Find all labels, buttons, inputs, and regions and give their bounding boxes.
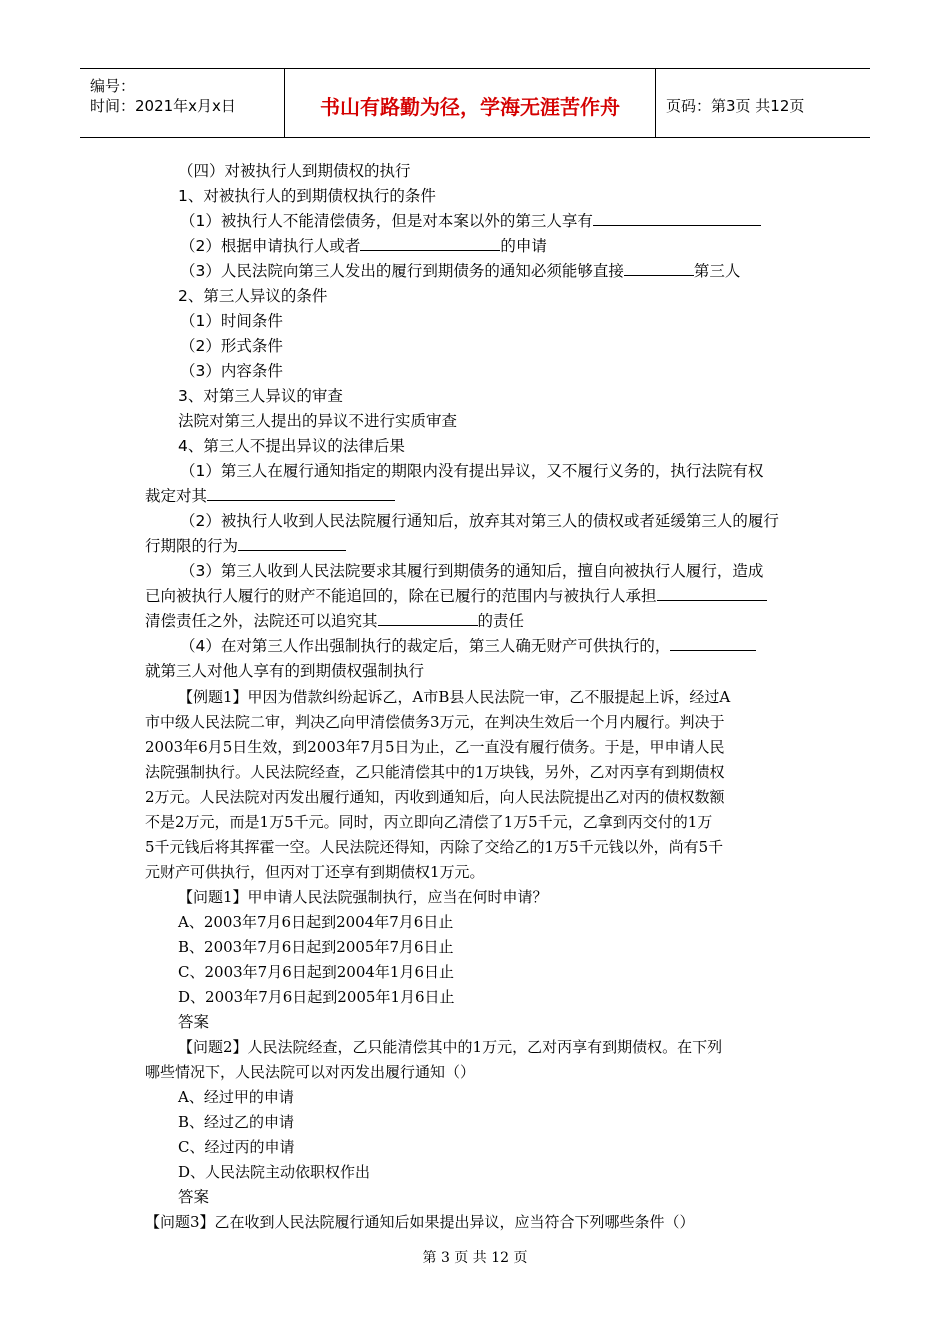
page-header: [80, 68, 870, 138]
h4-item-3-line1: （3）第三人收到人民法院要求其履行到期债务的通知后，擅自向被执行人履行，造成: [180, 562, 764, 580]
question-2-line2: 哪些情况下，人民法院可以对丙发出履行通知（）: [145, 1063, 476, 1081]
q2-option-c: C、经过丙的申请: [178, 1138, 295, 1156]
h4-item-3-suffix: 的责任: [477, 612, 525, 630]
header-page-label: 页码：第3页 共12页: [666, 97, 805, 115]
h1-item-3-text: （3）人民法院向第三人发出的履行到期债务的通知必须能够直接: [180, 262, 624, 280]
q2-option-d: D、人民法院主动依职权作出: [178, 1163, 371, 1181]
header-motto: 书山有路勤为径，学海无涯苦作舟: [320, 95, 620, 119]
h4-item-4-line1: [180, 636, 845, 656]
h1-item-1: [180, 211, 845, 231]
example-line-6: 不是2万元，而是1万5千元。同时，丙立即向乙清偿了1万5千元，乙拿到丙交付的1万: [145, 813, 713, 831]
page-footer: 第 3 页 共 12 页: [422, 1250, 528, 1266]
heading-2: 2、第三人异议的条件: [178, 287, 328, 305]
blank-field: [238, 536, 346, 551]
blank-field: [378, 611, 478, 626]
q1-option-b: B、2003年7月6日起到2005年7月6日止: [178, 938, 454, 956]
heading-3: 3、对第三人异议的审查: [178, 387, 343, 405]
document-date-label: 时间：2021年x月x日: [90, 97, 236, 115]
h3-text: 法院对第三人提出的异议不进行实质审查: [178, 412, 458, 430]
h4-item-3-text-2: 清偿责任之外，法院还可以追究其: [145, 612, 378, 630]
q1-answer-label: 答案: [178, 1013, 210, 1031]
h2-item-3: （3）内容条件: [180, 362, 283, 380]
header-left-cell: [80, 69, 285, 137]
h4-item-3-line3: [145, 611, 810, 631]
q1-option-d: D、2003年7月6日起到2005年1月6日止: [178, 988, 455, 1006]
h1-item-2-text: （2）根据申请执行人或者: [180, 237, 361, 255]
q2-option-b: B、经过乙的申请: [178, 1113, 295, 1131]
header-right-cell: [656, 69, 870, 137]
h4-item-1-text: 裁定对其: [145, 487, 208, 505]
h4-item-4-line2: 就第三人对他人享有的到期债权强制执行: [145, 662, 425, 680]
h2-item-1: （1）时间条件: [180, 312, 283, 330]
question-3: 【问题3】乙在收到人民法院履行通知后如果提出异议，应当符合下列哪些条件（）: [145, 1213, 695, 1231]
h4-item-2-text: 行期限的行为: [145, 537, 239, 555]
q1-option-a: A、2003年7月6日起到2004年7月6日止: [178, 913, 454, 931]
h2-item-2: （2）形式条件: [180, 337, 283, 355]
h1-item-2: [180, 236, 845, 256]
h4-item-3-text: 已向被执行人履行的财产不能追回的，除在已履行的范围内与被执行人承担: [145, 587, 657, 605]
h1-item-2-suffix: 的申请: [500, 237, 547, 255]
section-title: （四）对被执行人到期债权的执行: [178, 162, 411, 180]
blank-field: [360, 236, 500, 251]
h4-item-2-line1: （2）被执行人收到人民法院履行通知后，放弃其对第三人的债权或者延缓第三人的履行: [180, 512, 779, 530]
h1-item-3: [180, 261, 845, 281]
blank-field: [670, 636, 756, 651]
h4-item-2-line2: [145, 536, 810, 556]
question-1: 【问题1】甲申请人民法院强制执行，应当在何时申请？: [178, 888, 548, 906]
q1-option-c: C、2003年7月6日起到2004年1月6日止: [178, 963, 454, 981]
h4-item-1-line2: [145, 486, 810, 506]
document-number-label: 编号：: [90, 77, 136, 95]
heading-4: 4、第三人不提出异议的法律后果: [178, 437, 405, 455]
h4-item-3-line2: [145, 586, 810, 606]
h1-item-1-text: （1）被执行人不能清偿债务，但是对本案以外的第三人享有: [180, 212, 593, 230]
example-line-7: 5千元钱后将其挥霍一空。人民法院还得知，丙除了交给乙的1万5千元钱以外，尚有5千: [145, 838, 724, 856]
blank-field: [207, 486, 395, 501]
blank-field: [657, 586, 767, 601]
header-center-cell: [285, 69, 656, 137]
heading-1: 1、对被执行人的到期债权执行的条件: [178, 187, 436, 205]
h4-item-4-text: （4）在对第三人作出强制执行的裁定后，第三人确无财产可供执行的，: [180, 637, 671, 655]
example-line-5: 2万元。人民法院对丙发出履行通知，丙收到通知后，向人民法院提出乙对丙的债权数额: [145, 788, 725, 806]
example-line-4: 法院强制执行。人民法院经查，乙只能清偿其中的1万块钱，另外，乙对丙享有到期债权: [145, 763, 725, 781]
blank-field: [593, 211, 761, 226]
example-line-2: 市中级人民法院二审，判决乙向甲清偿债务3万元，在判决生效后一个月内履行。判决于: [145, 713, 725, 731]
h4-item-1-line1: （1）第三人在履行通知指定的期限内没有提出异议，又不履行义务的，执行法院有权: [180, 462, 764, 480]
example-line-1: 【例题1】甲因为借款纠纷起诉乙，A市B县人民法院一审，乙不服提起上诉，经过A: [178, 688, 731, 706]
example-line-8: 元财产可供执行，但丙对丁还享有到期债权1万元。: [145, 863, 485, 881]
blank-field: [624, 261, 694, 276]
h1-item-3-suffix: 第三人: [693, 262, 741, 280]
q2-answer-label: 答案: [178, 1188, 210, 1206]
q2-option-a: A、经过甲的申请: [178, 1088, 294, 1106]
question-2-line1: 【问题2】人民法院经查，乙只能清偿其中的1万元，乙对丙享有到期债权。在下列: [178, 1038, 723, 1056]
example-line-3: 2003年6月5日生效，到2003年7月5日为止，乙一直没有履行债务。于是，甲申请人民: [145, 738, 725, 756]
